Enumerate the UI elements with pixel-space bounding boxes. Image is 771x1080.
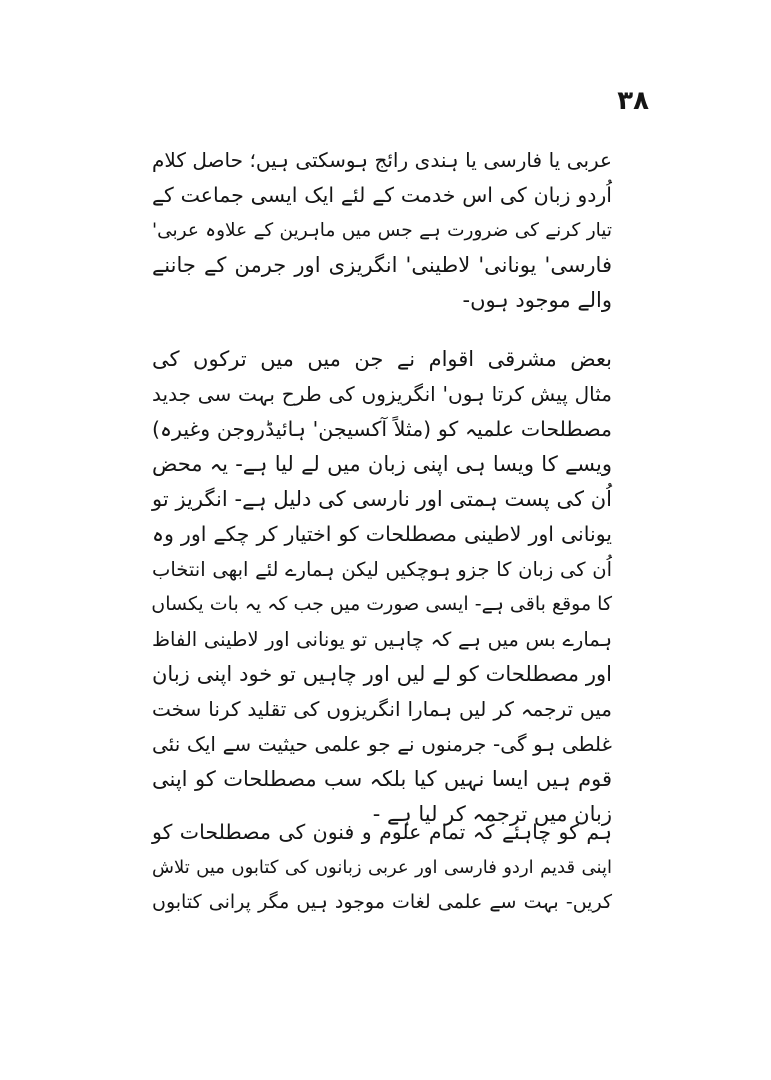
paragraph-line: عربی یا فارسی یا ہندی رائج ہوسکتی ہیں؛ حاصل کلام <box>152 148 612 172</box>
paragraph-line: مصطلحات علمیہ کو (مثلاً آکسیجن' ہائیڈروجن وغیرہ) <box>152 417 612 441</box>
paragraph-line: یونانی اور لاطینی مصطلحات کو اختیار کر چکے اور وہ <box>152 522 612 546</box>
paragraph-line: تیار کرنے کی ضرورت ہے جس میں ماہرین کے علاوہ عربی' <box>152 220 612 241</box>
paragraph-line: زبان میں ترجمہ کر لیا ہے - <box>372 802 612 826</box>
paragraph-line: اُن کی زبان کا جزو ہوچکیں لیکن ہمارے لئے ابھی انتخاب <box>152 558 612 581</box>
paragraph-line: فارسی' یونانی' لاطینی' انگریزی اور جرمن کے جاننے <box>152 253 612 277</box>
paragraph-line: اور مصطلحات کو لے لیں اور چاہیں تو خود اپنی زبان <box>152 662 612 686</box>
paragraph-2 <box>152 342 612 832</box>
paragraph-line: اُن کی پست ہمتی اور نارسی کی دلیل ہے- انگریز تو <box>152 487 612 511</box>
paragraph-3 <box>152 815 612 920</box>
paragraph-line: قوم ہیں ایسا نہیں کیا بلکہ سب مصطلحات کو اپنی <box>152 767 612 791</box>
paragraph-line: بعض مشرقی اقوام نے جن میں میں ترکوں کی <box>152 347 612 371</box>
paragraph-line: غلطی ہو گی- جرمنوں نے جو علمی حیثیت سے ایک نئی <box>152 732 612 756</box>
paragraph-line: ویسے کا ویسا ہی اپنی زبان میں لے لیا ہے- یہ محض <box>152 452 612 476</box>
paragraph-line: اپنی قدیم اردو فارسی اور عربی زبانوں کی کتابوں میں تلاش <box>152 857 612 878</box>
paragraph-line: ہمارے بس میں ہے کہ چاہیں تو یونانی اور لاطینی الفاظ <box>152 628 612 651</box>
page-number: ۳۸ <box>617 86 649 116</box>
paragraph-line: کریں- بہت سے علمی لغات موجود ہیں مگر پرانی کتابوں <box>152 891 612 913</box>
paragraph-line: ہم کو چاہئے کہ تمام علوم و فنون کی مصطلحات کو <box>152 820 612 844</box>
paragraph-line: والے موجود ہوں- <box>462 288 612 312</box>
paragraph-line: میں ترجمہ کر لیں ہمارا انگریزوں کی تقلید کرنا سخت <box>152 697 612 721</box>
paragraph-line: مثال پیش کرتا ہوں' انگریزوں کی طرح بہت سی جدید <box>152 382 612 406</box>
paragraph-1 <box>152 143 612 318</box>
paragraph-line: اُردو زبان کی اس خدمت کے لئے ایک ایسی جماعت کے <box>152 183 612 207</box>
paragraph-line: کا موقع باقی ہے- ایسی صورت میں جب کہ یہ بات یکساں <box>151 593 612 615</box>
